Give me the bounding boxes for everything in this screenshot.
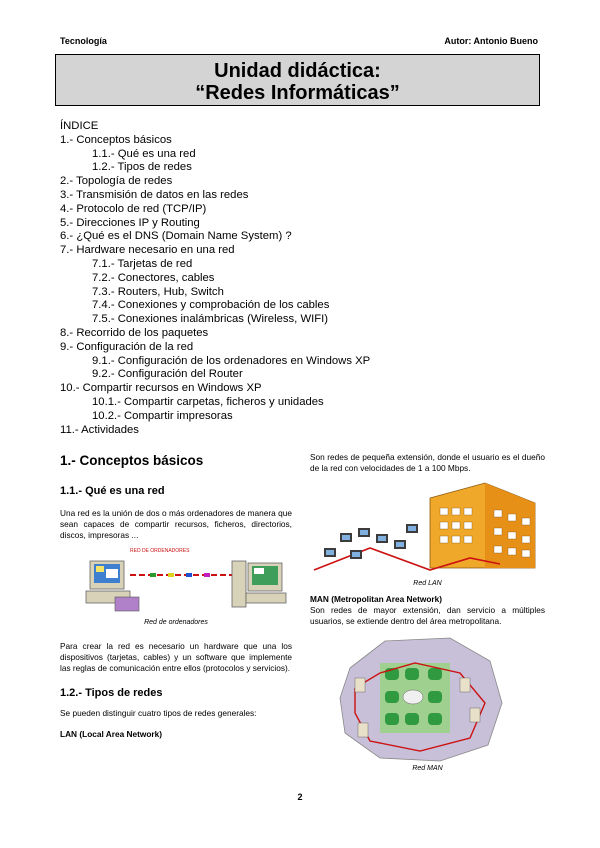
toc-item: 4.- Protocolo de red (TCP/IP) bbox=[60, 202, 207, 215]
paragraph-network-types: Se pueden distinguir cuatro tipos de redes generales: bbox=[60, 708, 257, 718]
toc-item: 1.2.- Tipos de redes bbox=[92, 161, 192, 174]
page-number: 2 bbox=[297, 792, 303, 802]
toc-item: 7.3.- Routers, Hub, Switch bbox=[92, 285, 224, 298]
toc-item: 10.1.- Compartir carpetas, ficheros y unidades bbox=[92, 395, 324, 408]
toc-item: 9.- Configuración de la red bbox=[60, 340, 194, 353]
lan-heading: LAN (Local Area Network) bbox=[60, 729, 163, 739]
toc-item: 9.2.- Configuración del Router bbox=[92, 368, 243, 381]
header-author: Autor: Antonio Bueno bbox=[444, 36, 538, 46]
man-heading: MAN (Metropolitan Area Network) bbox=[310, 594, 442, 604]
paragraph-hardware-software: Para crear la red es necesario un hardware que una los dispositivos (tarjetas, cables) y un software que implemente las reglas de comunicación entre ellos (protocolos y servicios). bbox=[60, 641, 292, 673]
tower-right-icon bbox=[232, 561, 246, 607]
network-illustration bbox=[60, 545, 292, 617]
left-column bbox=[60, 452, 292, 740]
toc-item: 8.- Recorrido de los paquetes bbox=[60, 326, 209, 339]
toc-list bbox=[60, 134, 370, 438]
keyboard-right-icon bbox=[246, 593, 286, 603]
right-column bbox=[310, 452, 545, 774]
man-illustration bbox=[310, 633, 545, 763]
toc-item: 10.- Compartir recursos en Windows XP bbox=[60, 382, 262, 395]
lan-workstations bbox=[324, 524, 418, 559]
network-figure-label: RED DE ORDENADORES bbox=[130, 548, 190, 554]
figure-caption-lan: Red LAN bbox=[413, 580, 442, 587]
title-line-2: “Redes Informáticas” bbox=[195, 82, 400, 104]
toc-item: 5.- Direcciones IP y Routing bbox=[60, 216, 200, 229]
toc-item: 7.5.- Conexiones inalámbricas (Wireless, WIFI) bbox=[92, 313, 329, 326]
title-box bbox=[55, 54, 540, 106]
toc-item: 9.1.- Configuración de los ordenadores en Windows XP bbox=[92, 354, 371, 367]
figure-caption-network: Red de ordenadores bbox=[144, 619, 208, 626]
title-line-1: Unidad didáctica: bbox=[214, 60, 381, 82]
toc-heading: ÍNDICE bbox=[60, 120, 99, 132]
toc-item: 3.- Transmisión de datos en las redes bbox=[60, 188, 249, 201]
subsection-network-types: 1.2.- Tipos de redes bbox=[60, 687, 163, 699]
paragraph-definition: Una red es la unión de dos o más ordenadores de manera que sean capaces de compartir recursos, ficheros, directorios, discos, impresoras ... bbox=[60, 508, 292, 540]
header-subject: Tecnología bbox=[60, 36, 107, 46]
lan-illustration bbox=[310, 478, 545, 578]
figure-caption-man: Red MAN bbox=[412, 765, 443, 772]
table-of-contents bbox=[60, 120, 370, 437]
toc-item: 11.- Actividades bbox=[60, 423, 139, 436]
paragraph-man: Son redes de mayor extensión, dan servicio a múltiples usuarios, se extiende dentro del área metropolitana. bbox=[310, 605, 545, 626]
subsection-what-is-network: 1.1.- Qué es una red bbox=[60, 485, 165, 497]
toc-item: 6.- ¿Qué es el DNS (Domain Name System) ? bbox=[60, 230, 292, 243]
toc-item: 7.1.- Tarjetas de red bbox=[92, 257, 193, 270]
toc-item: 10.2.- Compartir impresoras bbox=[92, 409, 233, 422]
toc-item: 1.1.- Qué es una red bbox=[92, 147, 196, 160]
toc-item: 2.- Topología de redes bbox=[60, 175, 173, 188]
section-title: 1.- Conceptos básicos bbox=[60, 453, 204, 468]
paragraph-lan: Son redes de pequeña extensión, donde el usuario es el dueño de la red con velocidades de 1 a 100 Mbps. bbox=[310, 452, 545, 473]
toc-item: 7.4.- Conexiones y comprobación de los cables bbox=[92, 299, 330, 312]
toc-item: 7.2.- Conectores, cables bbox=[92, 271, 215, 284]
toc-item: 1.- Conceptos básicos bbox=[60, 133, 172, 146]
printer-icon bbox=[115, 597, 139, 611]
toc-item: 7.- Hardware necesario en una red bbox=[60, 244, 235, 257]
